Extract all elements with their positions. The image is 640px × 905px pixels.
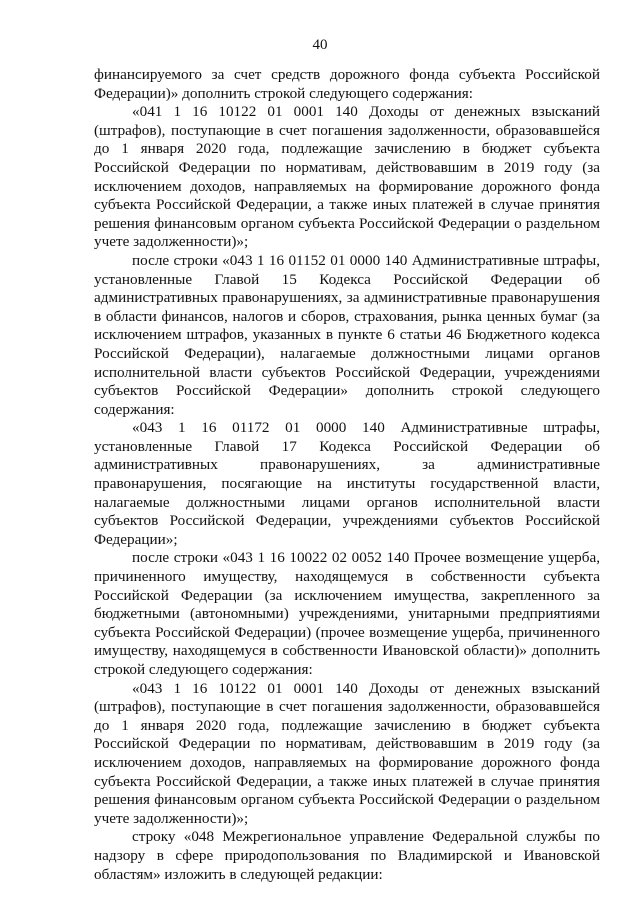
paragraph-3: после строки «043 1 16 01152 01 0000 140 Административные штрафы, установленные Главой 15 Кодекса Российской Федерации об административных правонарушениях, за административные правонарушения в области финансов, налогов и сборов, страхования, рынка ценных бумаг (за исключением штрафов, указанных в пункте 6 статьи 46 Бюджетного кодекса Российской Федерации), налагаемые должностными лицами органов исполнительной власти субъектов Российской Федерации, учреждениями субъектов Российской Федерации» дополнить строкой следующего содержания: [94,251,600,418]
paragraph-1: финансируемого за счет средств дорожного фонда субъекта Российской Федерации)» дополнить строкой следующего содержания: [94,66,600,102]
paragraph-6: «043 1 16 10122 01 0001 140 Доходы от денежных взысканий (штрафов), поступающие в счет погашения задолженности, образовавшейся до 1 января 2020 года, подлежащие зачислению в бюджет субъекта Российской Федерации по нормативам, действовавшим в 2019 году (за исключением доходов, направляемых на формирование дорожного фонда субъекта Российской Федерации, а также иных платежей в случае принятия решения финансовым органом субъекта Российской Федерации о раздельном учете задолженности)»; [94,679,600,827]
document-body [94,66,600,884]
paragraph-7: строку «048 Межрегиональное управление Федеральной службы по надзору в сфере природопользования по Владимирской и Ивановской областям» изложить в следующей редакции: [94,828,600,883]
page-number: 40 [312,37,328,53]
paragraph-2: «041 1 16 10122 01 0001 140 Доходы от денежных взысканий (штрафов), поступающие в счет погашения задолженности, образовавшейся до 1 января 2020 года, подлежащие зачислению в бюджет субъекта Российской Федерации по нормативам, действовавшим в 2019 году (за исключением доходов, направляемых на формирование дорожного фонда субъекта Российской Федерации, а также иных платежей в случае принятия решения финансовым органом субъекта Российской Федерации о раздельном учете задолженности)»; [94,103,600,251]
paragraph-4: «043 1 16 01172 01 0000 140 Административные штрафы, установленные Главой 17 Кодекса Российской Федерации об административных правонарушениях, за административные правонарушения, посягающие на институты государственной власти, налагаемые должностными лицами органов исполнительной власти субъектов Российской Федерации, учреждениями субъектов Российской Федерации»; [94,419,600,548]
paragraph-5: после строки «043 1 16 10022 02 0052 140 Прочее возмещение ущерба, причиненного имуществу, находящемуся в собственности субъекта Российской Федерации (за исключением имущества, закрепленного за бюджетными (автономными) учреждениями, унитарными предприятиями субъекта Российской Федерации) (прочее возмещение ущерба, причиненного имуществу, находящемуся в собственности Ивановской области)» дополнить строкой следующего содержания: [94,549,600,678]
